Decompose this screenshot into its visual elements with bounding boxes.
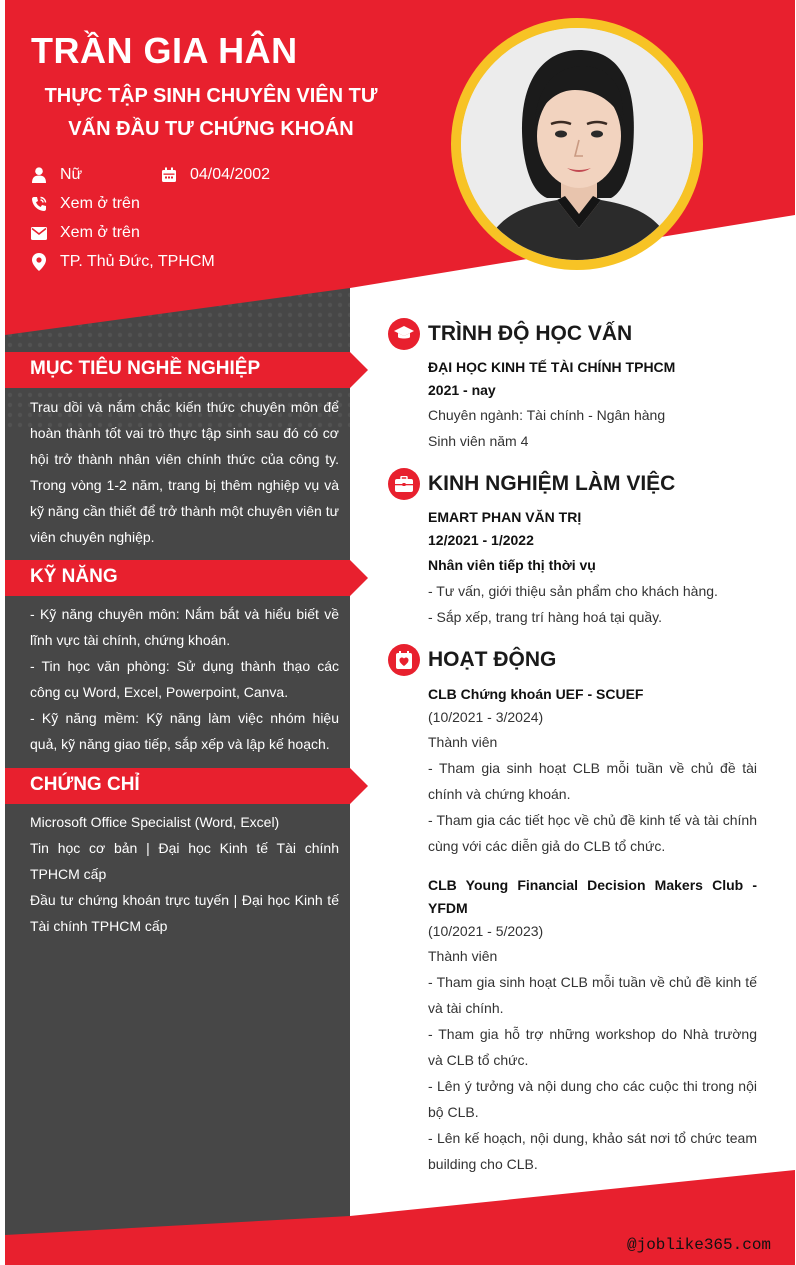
activity-block-1 (428, 683, 757, 859)
email-row (30, 224, 140, 242)
gender-text: Nữ (60, 166, 83, 183)
objective-header (5, 352, 368, 388)
user-icon (30, 166, 48, 184)
activity-detail: - Lên kế hoạch, nội dung, khảo sát nơi tổ chức team building cho CLB. (428, 1130, 757, 1172)
activity-detail: - Tham gia hỗ trợ những workshop do Nhà trường và CLB tổ chức. (428, 1026, 757, 1068)
phone-text: Xem ở trên (60, 195, 140, 212)
gender-row (30, 166, 82, 184)
activity-role: Thành viên (428, 948, 498, 964)
skill-item: - Kỹ năng chuyên môn: Nắm bắt và hiểu biết về lĩnh vực tài chính, chứng khoán. (30, 606, 339, 648)
cv-page (5, 0, 795, 1265)
activities-title: HOẠT ĐỘNG (428, 648, 557, 671)
job-title: THỰC TẬP SINH CHUYÊN VIÊN TƯ VẤN ĐẦU TƯ CHỨNG KHOÁN (44, 85, 378, 140)
phone-icon (30, 195, 48, 213)
activity-icon (388, 644, 420, 676)
certificate-item: Đầu tư chứng khoán trực tuyến | Đại học Kinh tế Tài chính TPHCM cấp (30, 892, 339, 934)
profile-photo (461, 28, 693, 260)
certificates-list (30, 809, 339, 939)
certificate-item: Tin học cơ bản | Đại học Kinh tế Tài chính TPHCM cấp (30, 840, 339, 882)
activity-block-2 (428, 874, 757, 1177)
candidate-name: TRẦN GIA HÂN (31, 30, 298, 71)
objective-text: Trau dồi và nắm chắc kiến thức chuyên môn để hoàn thành tốt vai trò thực tập sinh sau đó có cơ hội trở thành nhân viên chính thức của công ty. Trong vòng 1-2 năm, trang bị thêm nghiệp vụ và kỹ năng cần thiết để trở thành một chuyên viên tư viên chuyên nghiệp. (30, 399, 339, 545)
activity-name: CLB Young Financial Decision Makers Club - YFDM (428, 877, 757, 916)
email-text: Xem ở trên (60, 224, 140, 241)
skills-title: KỸ NĂNG (30, 566, 118, 587)
activity-detail: - Tham gia các tiết học về chủ đề kinh tế và tài chính cùng với các diễn giả do CLB tổ chức. (428, 812, 757, 854)
education-block (428, 356, 757, 454)
location-icon (30, 253, 48, 271)
skill-item: - Kỹ năng mềm: Kỹ năng làm việc nhóm hiệu quả, kỹ năng giao tiếp, sắp xếp và lập kế hoạch. (30, 710, 339, 752)
skill-item: - Tin học văn phòng: Sử dụng thành thạo các công cụ Word, Excel, Powerpoint, Canva. (30, 658, 339, 700)
birthday-row (160, 166, 270, 184)
certificates-header (5, 768, 368, 804)
address-row (30, 253, 215, 271)
briefcase-icon (388, 468, 420, 500)
experience-block (428, 506, 757, 630)
activity-detail: - Lên ý tưởng và nội dung cho các cuộc thi trong nội bộ CLB. (428, 1078, 757, 1120)
experience-title: KINH NGHIỆM LÀM VIỆC (428, 472, 676, 495)
address-text: TP. Thủ Đức, TPHCM (60, 253, 215, 270)
duty-item: - Tư vấn, giới thiệu sản phẩm cho khách hàng. (428, 583, 718, 599)
skills-header (5, 560, 368, 596)
activity-role: Thành viên (428, 734, 498, 750)
profile-photo-frame (451, 18, 703, 270)
education-period: 2021 - nay (428, 382, 496, 398)
duty-item: - Sắp xếp, trang trí hàng hoá tại quầy. (428, 609, 663, 625)
school-name: ĐẠI HỌC KINH TẾ TÀI CHÍNH TPHCM (428, 359, 676, 375)
activity-period: (10/2021 - 5/2023) (428, 923, 544, 939)
skills-list (30, 601, 339, 757)
experience-header (388, 468, 675, 500)
calendar-icon (160, 166, 178, 184)
experience-period: 12/2021 - 1/2022 (428, 532, 534, 548)
company-name: EMART PHAN VĂN TRỊ (428, 509, 582, 525)
education-title: TRÌNH ĐỘ HỌC VẤN (428, 322, 633, 345)
activity-detail: - Tham gia sinh hoạt CLB mỗi tuần về chủ đề kinh tế và tài chính. (428, 974, 757, 1016)
education-major: Chuyên ngành: Tài chính - Ngân hàng (428, 407, 666, 423)
birthday-text: 04/04/2002 (190, 166, 271, 183)
activity-detail: - Tham gia sinh hoạt CLB mỗi tuần về chủ đề tài chính và chứng khoán. (428, 760, 757, 802)
activity-name: CLB Chứng khoán UEF - SCUEF (428, 686, 644, 702)
education-year: Sinh viên năm 4 (428, 433, 529, 449)
objective-title: MỤC TIÊU NGHỀ NGHIỆP (30, 358, 261, 379)
mail-icon (30, 224, 48, 242)
footer-handle: @joblike365.com (627, 1236, 772, 1254)
activities-header (388, 644, 556, 676)
experience-position: Nhân viên tiếp thị thời vụ (428, 557, 596, 573)
certificates-title: CHỨNG CHỈ (30, 774, 140, 795)
education-header (388, 318, 632, 350)
certificate-item: Microsoft Office Specialist (Word, Excel) (30, 814, 280, 830)
graduation-cap-icon (388, 318, 420, 350)
phone-row (30, 195, 140, 213)
activity-period: (10/2021 - 3/2024) (428, 709, 544, 725)
